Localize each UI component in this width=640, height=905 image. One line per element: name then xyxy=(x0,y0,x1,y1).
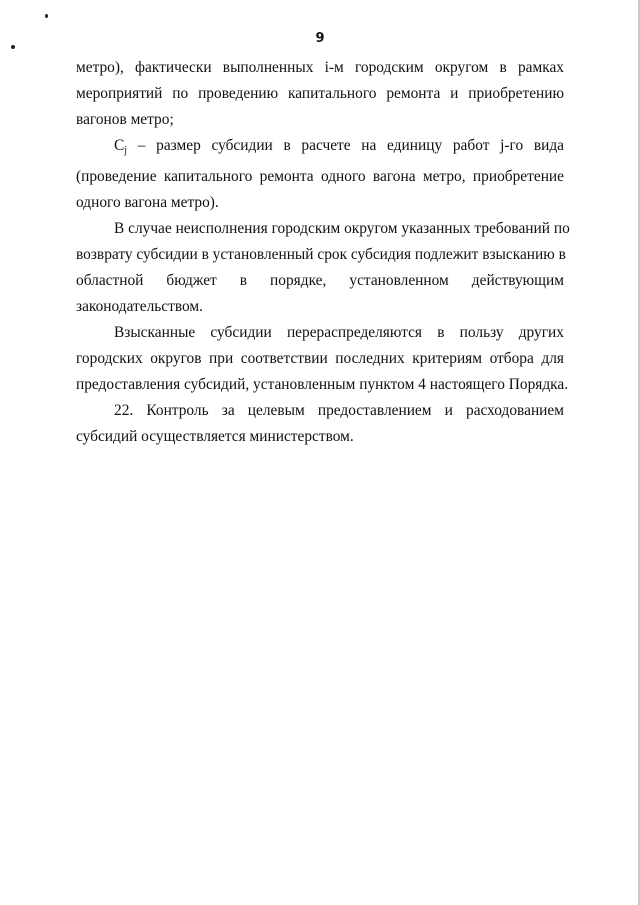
paragraph-22-control xyxy=(76,398,564,450)
text-line: субсидий осуществляется министерством. xyxy=(76,428,354,445)
text-line: законодательством. xyxy=(76,298,204,315)
text-line: предоставления субсидий, установленным пунктом 4 настоящего Порядка. xyxy=(76,376,569,393)
variable-subscript: j xyxy=(124,145,128,156)
text-line xyxy=(76,133,564,164)
page-number: 9 xyxy=(315,31,325,46)
text-line: одного вагона метро). xyxy=(76,194,219,211)
paragraph-cj-definition xyxy=(76,133,564,216)
text-line: вагонов метро; xyxy=(76,111,174,128)
paragraph-subsidy-redistribution xyxy=(76,320,569,398)
text-line: городских округов при соответствии последних критериям отбора для xyxy=(76,350,564,367)
paragraph-subsidy-recovery xyxy=(76,216,570,320)
scan-speck xyxy=(45,14,48,18)
text-line: Взысканные субсидии перераспределяются в пользу других xyxy=(114,324,564,341)
text-line: мероприятий по проведению капитального ремонта и приобретению xyxy=(76,85,564,102)
text-line: областной бюджет в порядке, установленном действующим xyxy=(76,272,564,289)
paragraph-formula-definition-continued xyxy=(76,55,564,133)
text-line: метро), фактически выполненных i-м городским округом в рамках xyxy=(76,59,564,76)
text-line: возврату субсидии в установленный срок субсидия подлежит взысканию в xyxy=(76,246,566,263)
definition-text: – размер субсидии в расчете на единицу работ j-го вида xyxy=(127,137,564,154)
text-line: В случае неисполнения городским округом указанных требований по xyxy=(114,220,570,237)
variable-symbol: C xyxy=(114,137,125,154)
text-line: 22. Контроль за целевым предоставлением и расходованием xyxy=(114,402,564,419)
text-line: (проведение капитального ремонта одного вагона метро, приобретение xyxy=(76,168,564,185)
document-body xyxy=(76,55,570,450)
